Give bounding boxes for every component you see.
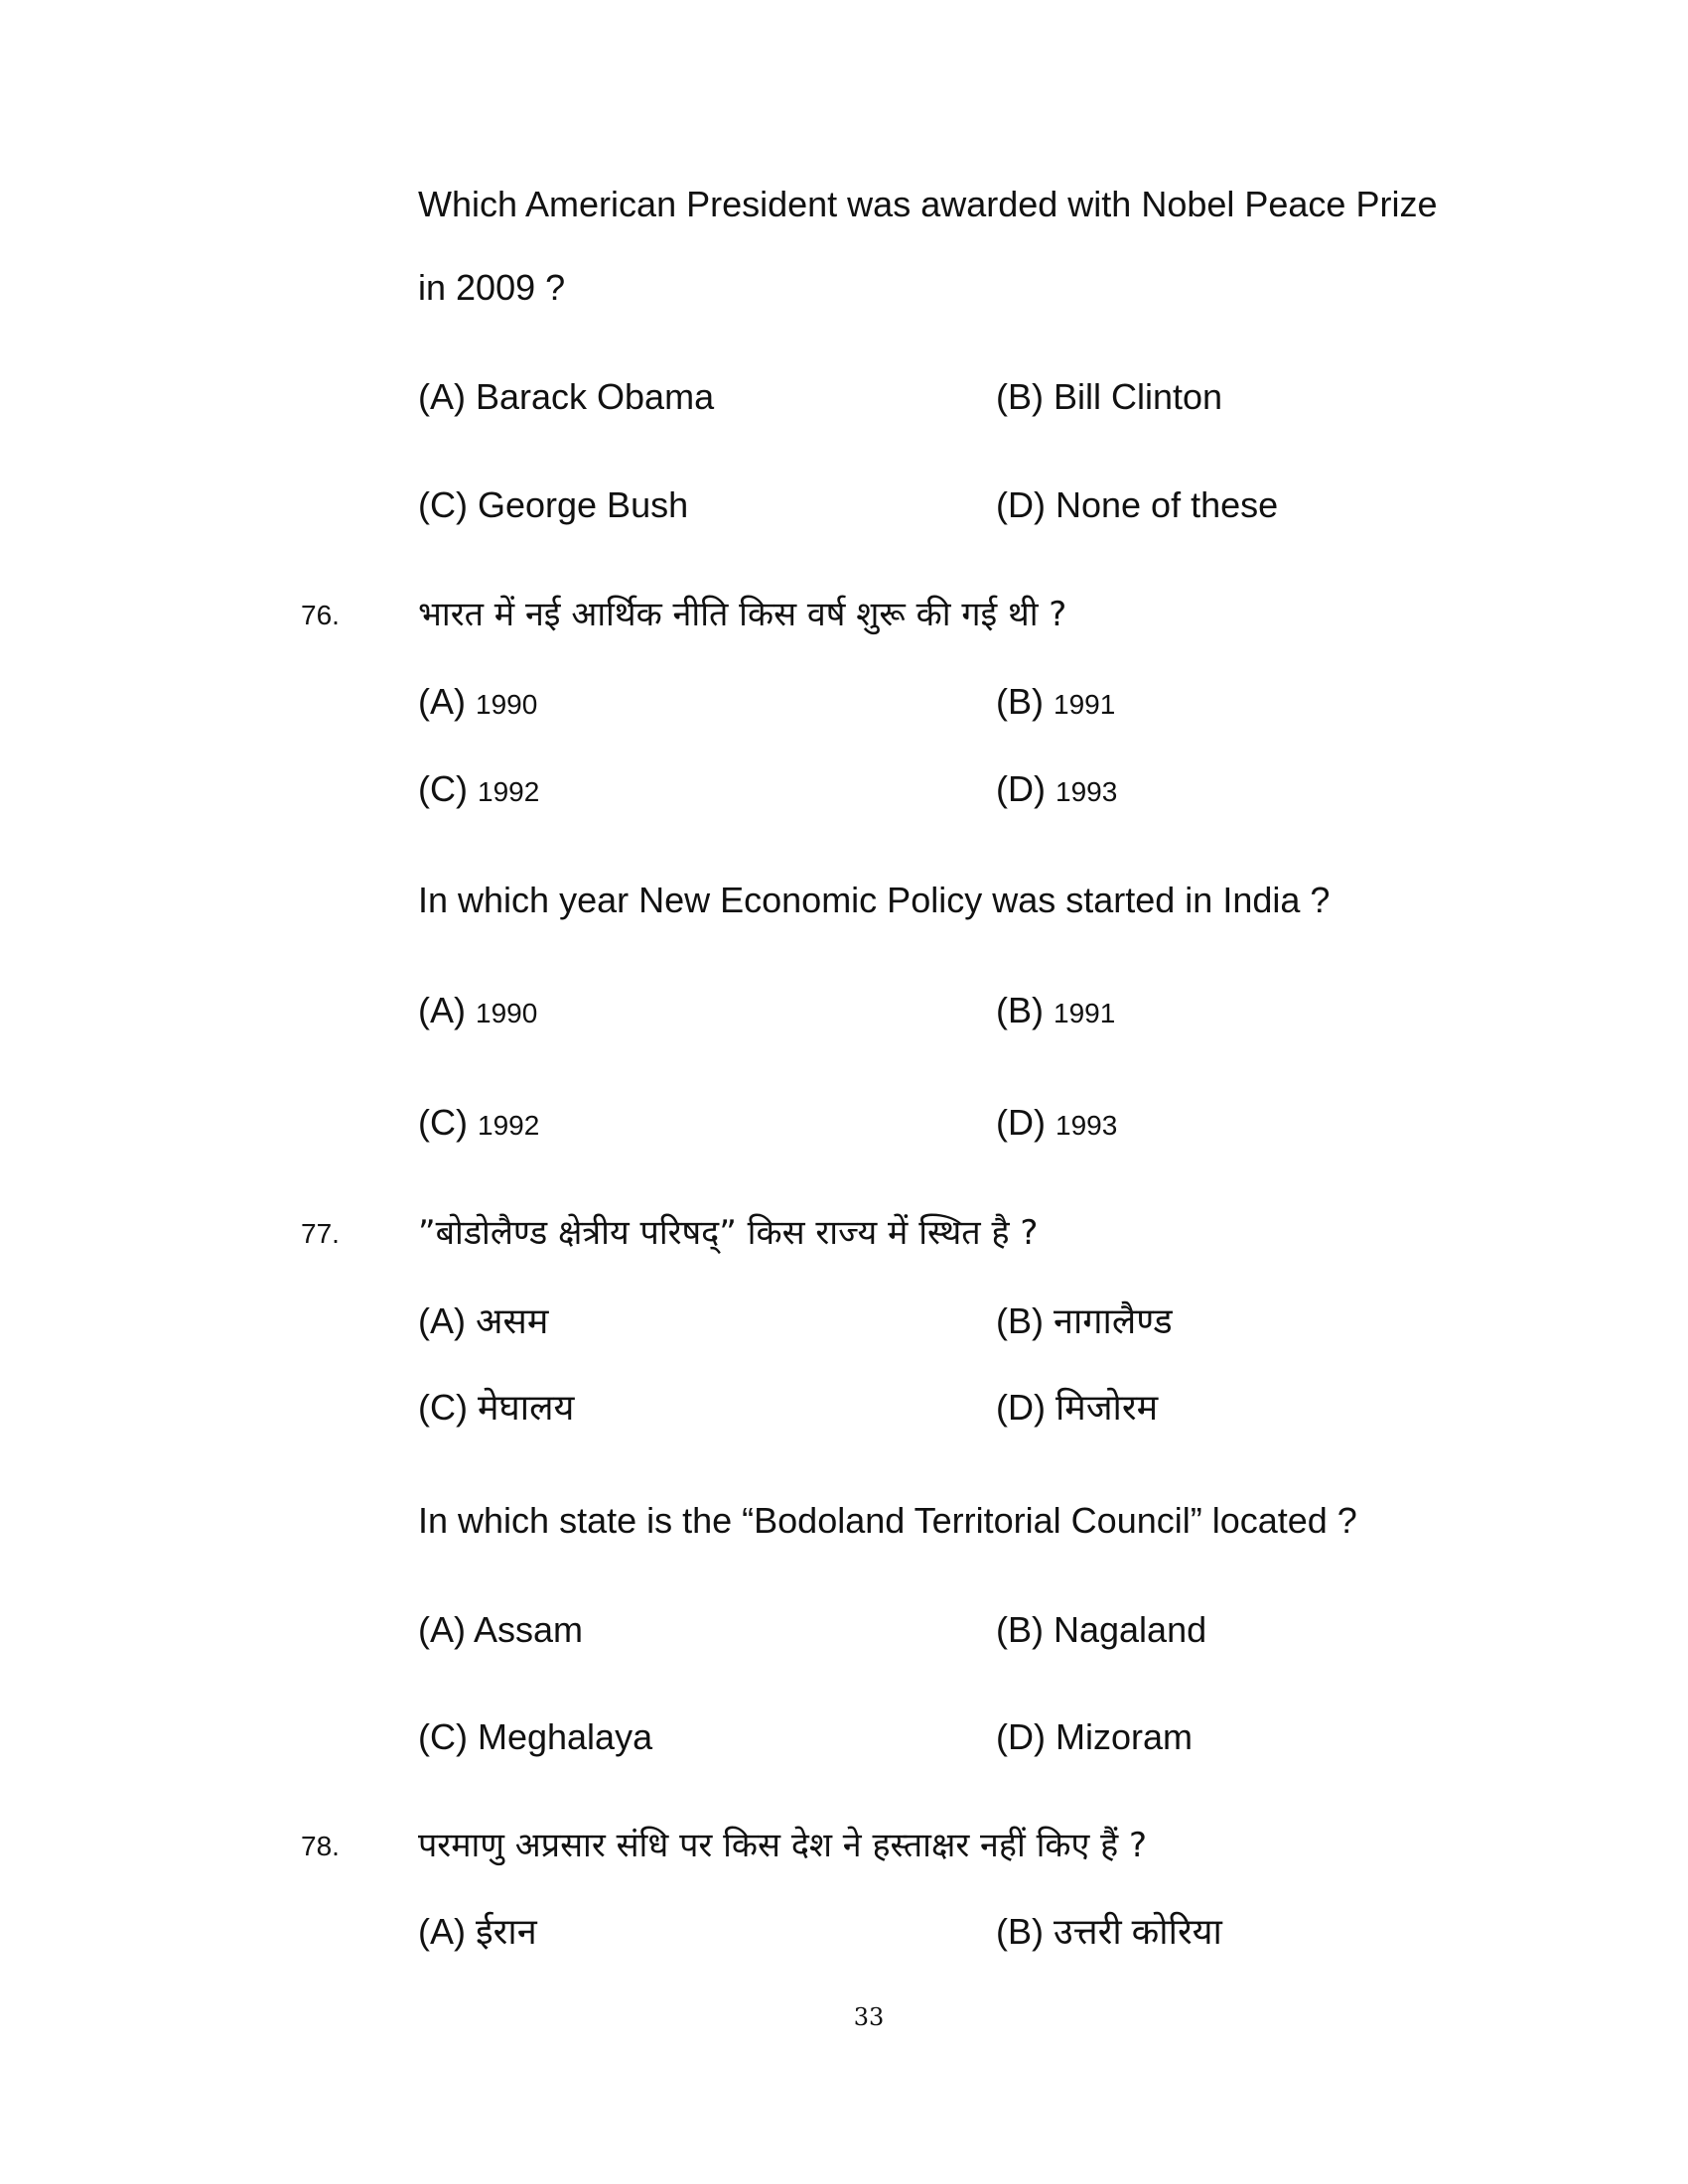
q76-english-text: In which year New Economic Policy was started in India ? bbox=[418, 880, 1331, 920]
q77-hindi-option-c: (C) मेघालय bbox=[418, 1387, 575, 1428]
q76-english-option-c: (C) 1992 bbox=[418, 1102, 540, 1143]
q78-hindi-option-b: (B) उत्तरी कोरिया bbox=[996, 1911, 1222, 1952]
q76-english-option-d: (D) 1993 bbox=[996, 1102, 1118, 1143]
q77-english-option-a: (A) Assam bbox=[418, 1609, 584, 1650]
q78-hindi-text: परमाणु अप्रसार संधि पर किस देश ने हस्ताक्षर नहीं किए हैं ? bbox=[418, 1826, 1148, 1865]
q77-english-option-b: (B) Nagaland bbox=[996, 1609, 1207, 1650]
q77-english-text: In which state is the “Bodoland Territorial Council” located ? bbox=[418, 1500, 1357, 1541]
q75-option-a: (A) Barack Obama bbox=[418, 376, 715, 417]
q78-number: 78. bbox=[301, 1831, 340, 1861]
q76-hindi-option-b: (B) 1991 bbox=[996, 681, 1116, 722]
q76-hindi-option-a: (A) 1990 bbox=[418, 681, 538, 722]
q78-hindi-option-a: (A) ईरान bbox=[418, 1911, 537, 1952]
q76-number: 76. bbox=[301, 600, 340, 630]
q75-option-d: (D) None of these bbox=[996, 484, 1279, 525]
q77-hindi-text: ”बोडोलैण्ड क्षेत्रीय परिषद्” किस राज्य में स्थित है ? bbox=[418, 1213, 1039, 1253]
q76-hindi-option-c: (C) 1992 bbox=[418, 768, 540, 809]
q76-hindi-option-d: (D) 1993 bbox=[996, 768, 1118, 809]
q77-hindi-option-a: (A) असम bbox=[418, 1300, 549, 1341]
q75-english-line-1: Which American President was awarded with Nobel Peace Prize bbox=[418, 184, 1438, 224]
page-number: 33 bbox=[853, 2003, 885, 2031]
q77-hindi-option-b: (B) नागालैण्ड bbox=[996, 1300, 1173, 1341]
q75-option-b: (B) Bill Clinton bbox=[996, 376, 1223, 417]
q77-english-option-d: (D) Mizoram bbox=[996, 1716, 1193, 1757]
q77-english-option-c: (C) Meghalaya bbox=[418, 1716, 653, 1757]
q77-hindi-option-d: (D) मिजोरम bbox=[996, 1387, 1159, 1428]
q76-english-option-b: (B) 1991 bbox=[996, 990, 1116, 1030]
q75-option-c: (C) George Bush bbox=[418, 484, 689, 525]
q77-number: 77. bbox=[301, 1218, 340, 1249]
q75-english-line-2: in 2009 ? bbox=[418, 267, 566, 308]
q76-english-option-a: (A) 1990 bbox=[418, 990, 538, 1030]
q76-hindi-text: भारत में नई आर्थिक नीति किस वर्ष शुरू की गई थी ? bbox=[418, 595, 1067, 634]
